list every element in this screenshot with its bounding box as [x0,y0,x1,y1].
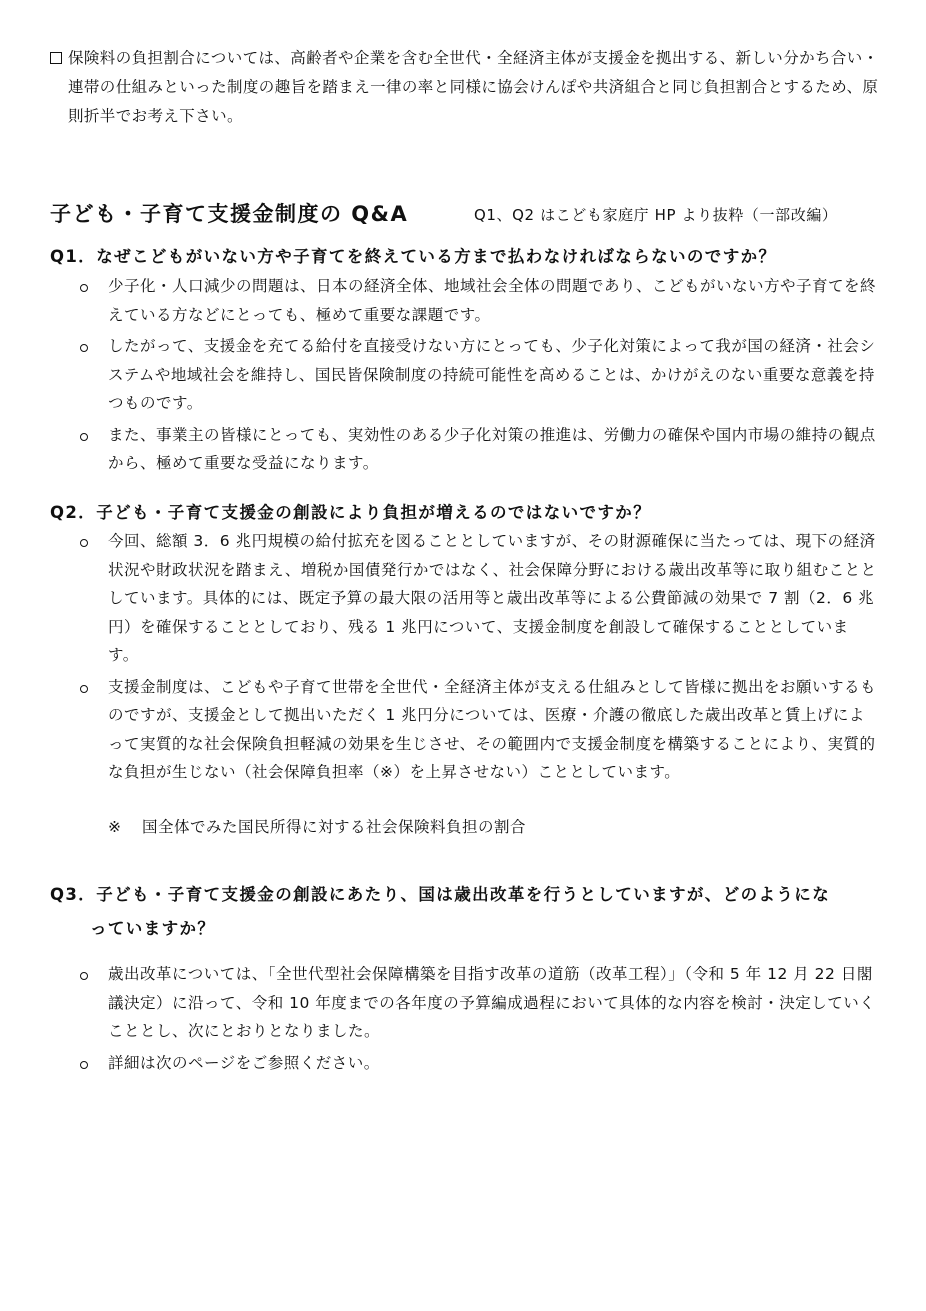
intro-text: 保険料の負担割合については、高齢者や企業を含む全世代・全経済主体が支援金を拠出する、新しい分かち合い・連帯の仕組みといった制度の趣旨を踏まえ一律の率と同様に協会けんぽや共済組合と同じ負担割合とするため、原則折半でお考え下さい。 [68,49,879,125]
q2-answer-list [78,527,878,790]
q2-heading: Q2．子ども・子育て支援金の創設により負担が増えるのではないですか？ [50,503,652,522]
circle-bullet-icon [80,539,88,547]
section-title: 子ども・子育て支援金制度の Q&A [50,202,409,226]
list-item [78,673,878,787]
note-text: 国全体でみた国民所得に対する社会保険料負担の割合 [142,818,527,836]
q1-answer-text: したがって、支援金を充てる給付を直接受けない方にとっても、少子化対策によって我が国の経済・社会システムや地域社会を維持し、国民皆保険制度の持続可能性を高めることは、かけがえのない重要な意義を持つものです。 [108,337,876,412]
list-item [78,421,878,478]
note-mark: ※ [108,818,122,836]
circle-bullet-icon [80,1061,88,1069]
circle-bullet-icon [80,685,88,693]
q3-answer-list [78,960,878,1080]
q3-heading-line2: っていますか？ [90,919,216,938]
q2-footnote [108,815,526,837]
circle-bullet-icon [80,433,88,441]
list-item [78,332,878,418]
circle-bullet-icon [80,972,88,980]
q1-heading: Q1．なぜこどもがいない方や子育てを終えている方まで払わなければならないのですか？ [50,247,777,266]
q1-answer-text: 少子化・人口減少の問題は、日本の経済全体、地域社会全体の問題であり、こどもがいない方や子育てを終えている方などにとっても、極めて重要な課題です。 [108,277,877,324]
q3-heading-line1: Q3．子ども・子育て支援金の創設にあたり、国は歳出改革を行うとしていますが、どのようにな [50,885,831,904]
q3-heading [50,878,830,946]
circle-bullet-icon [80,284,88,292]
intro-paragraph [50,44,880,131]
q3-answer-text: 詳細は次のページをご参照ください。 [108,1053,380,1072]
checkbox-square-icon [50,52,62,64]
list-item [78,1049,878,1078]
list-item [78,272,878,329]
section-header [50,198,880,232]
q2-answer-text: 今回、総額 3．6 兆円規模の給付拡充を図ることとしていますが、その財源確保に当たっては、現下の経済状況や財政状況を踏まえ、増税か国債発行かではなく、社会保障分野における歳出改革等に取り組むこととしています。具体的には、既定予算の最大限の活用等と歳出改革等による公費節減の効果で 7 割（2．6 兆円）を確保することとしており、残る 1 兆円について、支援金制度を創設して確保することとしています。 [108,532,877,664]
q2-answer-text: 支援金制度は、こどもや子育て世帯を全世代・全経済主体が支える仕組みとして皆様に拠出をお願いするものですが、支援金として拠出いただく 1 兆円分については、医療・介護の徹底した歳出改革と賃上げによって実質的な社会保険負担軽減の効果を生じさせ、その範囲内で支援金制度を構築することにより、実質的な負担が生じない（社会保障負担率（※）を上昇させない）こととしています。 [108,677,877,781]
q3-answer-text: 歳出改革については、「全世代型社会保障構築を目指す改革の道筋（改革工程）」（令和 5 年 12 月 22 日閣議決定）に沿って、令和 10 年度までの各年度の予算編成過程において具体的な内容を検討・決定していくこととし、次にとおりとなりました。 [108,965,876,1040]
q1-answer-text: また、事業主の皆様にとっても、実効性のある少子化対策の推進は、労働力の確保や国内市場の維持の観点から、極めて重要な受益になります。 [108,425,876,472]
list-item [78,960,878,1046]
list-item [78,527,878,670]
q1-answer-list [78,272,878,481]
section-source-note: Q1、Q2 はこども家庭庁 HP より抜粋（一部改編） [474,206,838,224]
circle-bullet-icon [80,344,88,352]
